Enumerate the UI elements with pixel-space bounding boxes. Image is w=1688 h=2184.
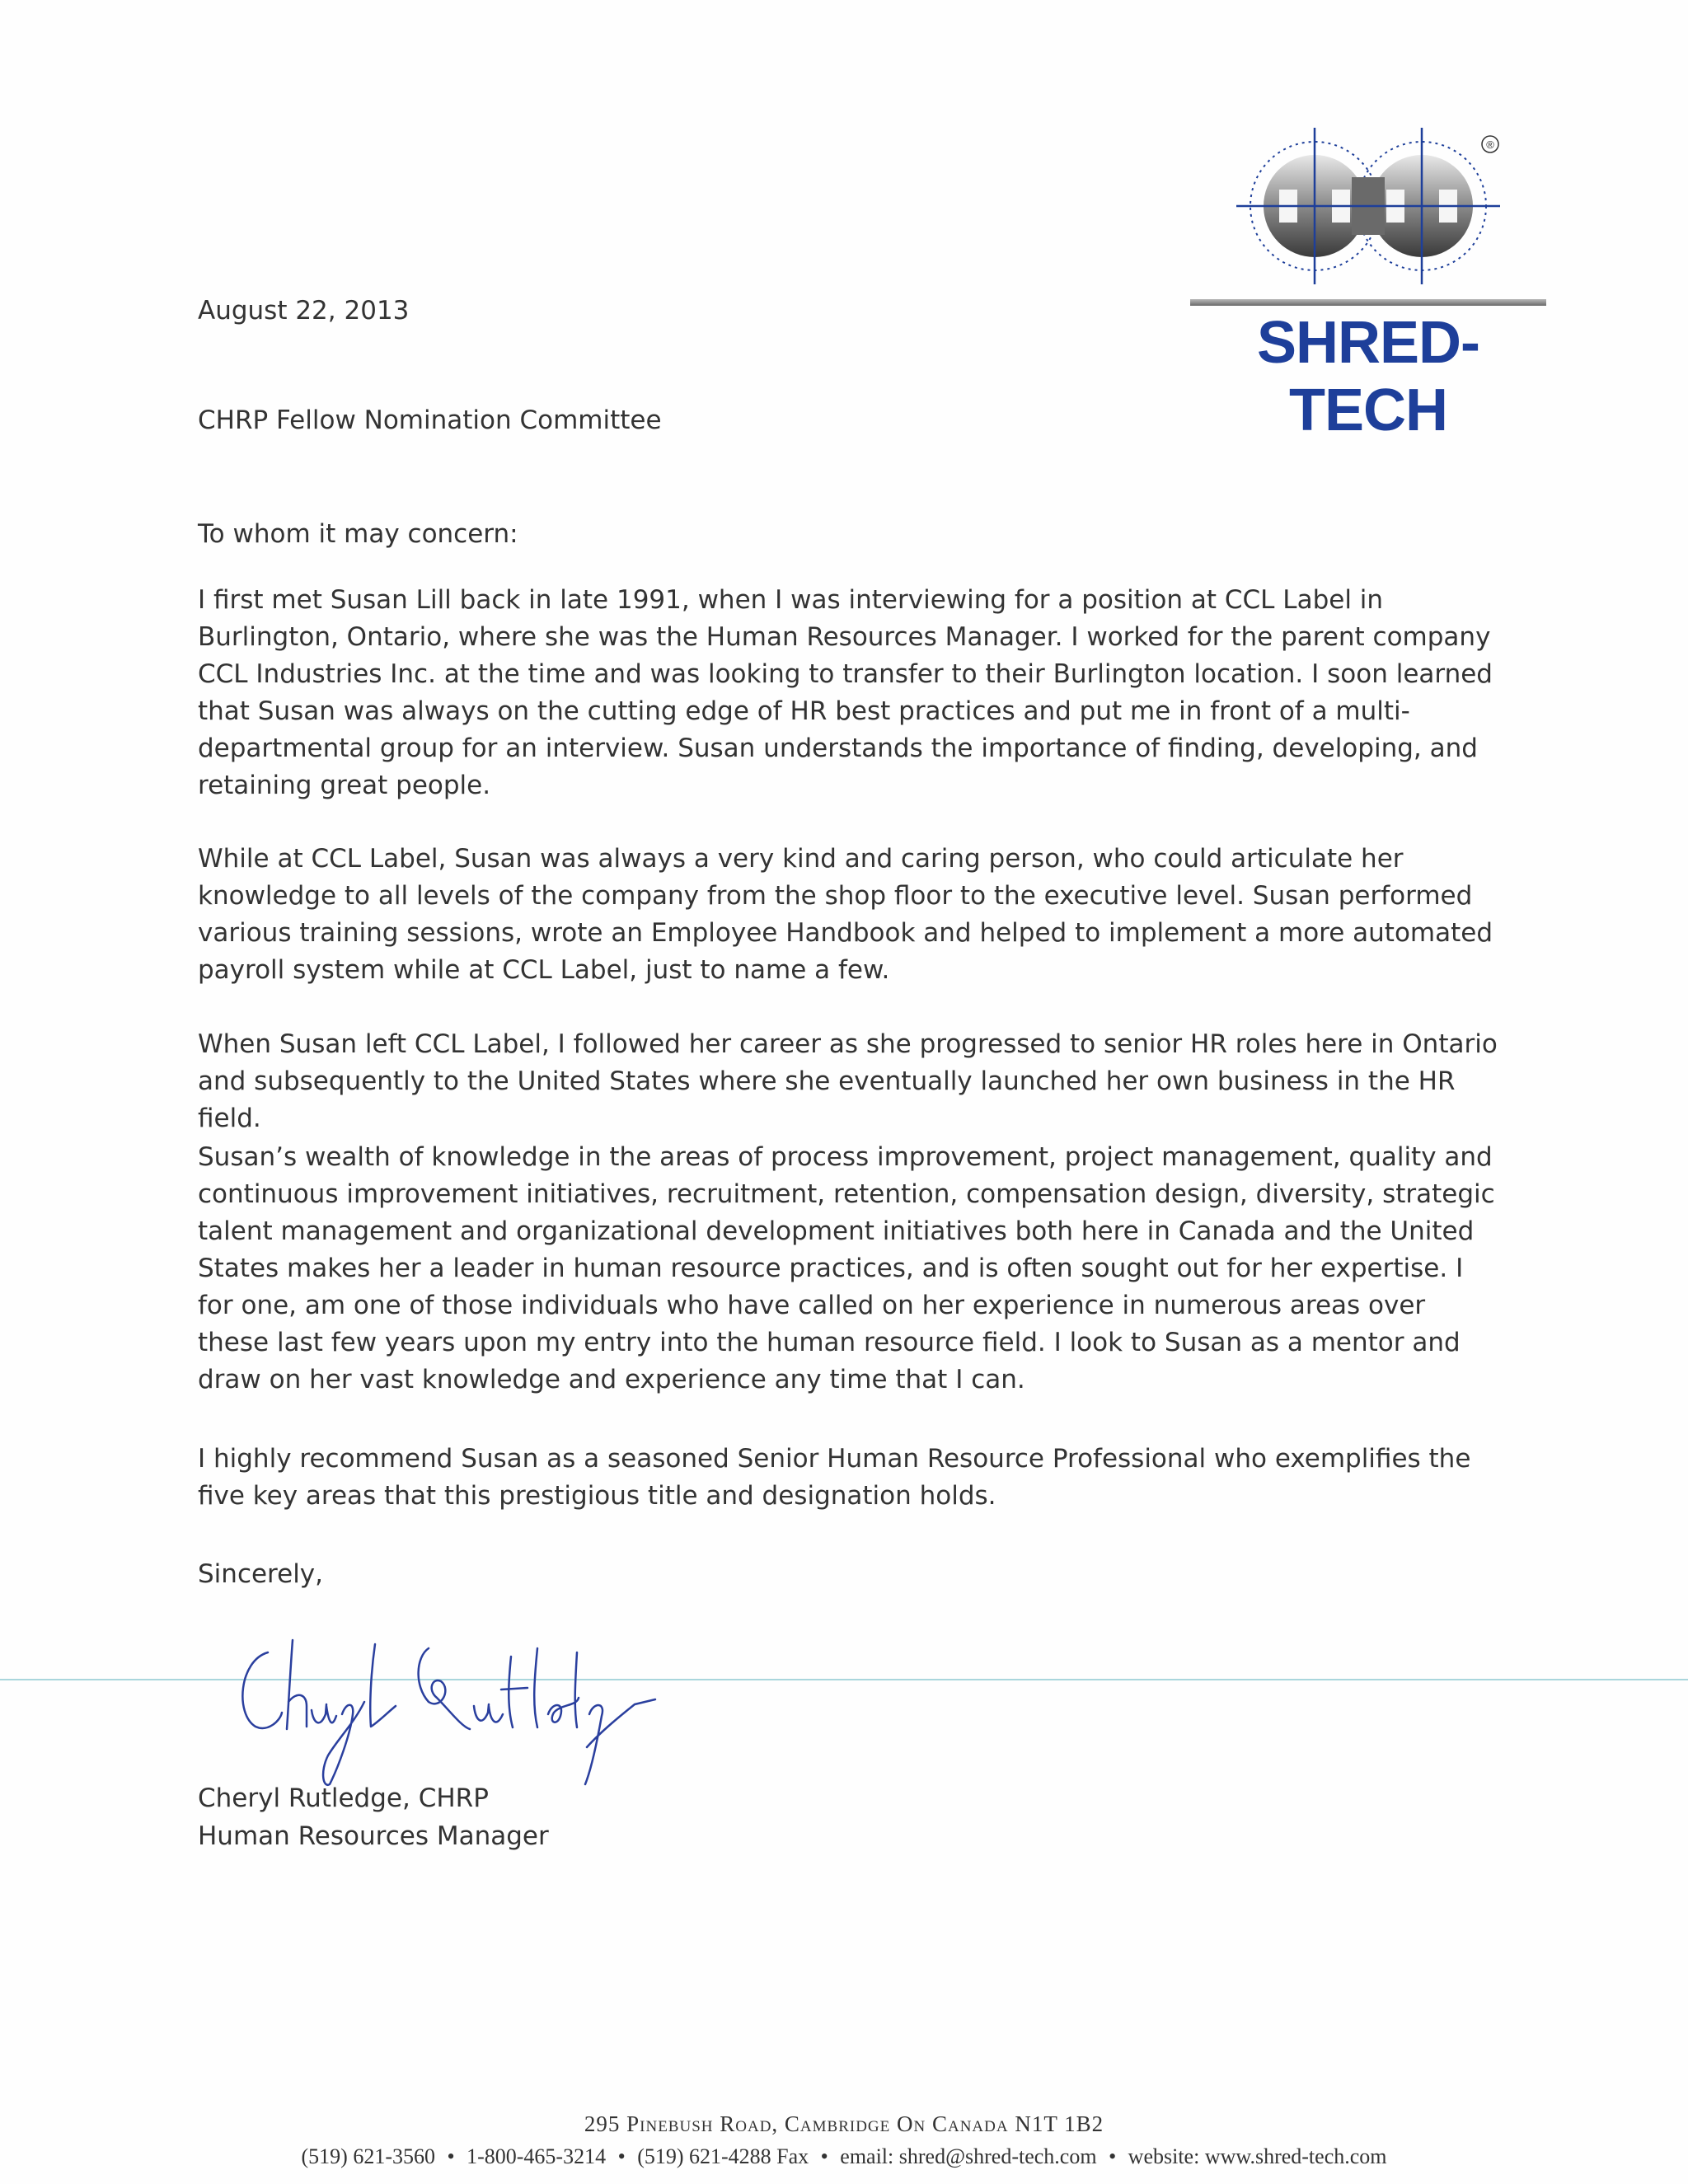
letter-date: August 22, 2013 — [198, 296, 410, 326]
paragraph: I first met Susan Lill back in late 1991, when I was interviewing for a position at CCL Label in Burlington, Ontario, where she was the Human Resources Manager. I worked for the parent company CCL Industries Inc. at the time and was looking to transfer to their Burlington location. I soon learned that Susan was always on the cutting edge of HR best practices and put me in front of a multi-departmental group for an interview. Susan understands the importance of finding, developing, and retaining great people. — [198, 585, 1493, 800]
bullet-separator: • — [447, 2144, 455, 2168]
signer-title: Human Resources Manager — [198, 1821, 549, 1851]
footer-address: 295 Pinebush Road, Cambridge On Canada N1T 1B2 — [584, 2111, 1104, 2136]
bullet-separator: • — [617, 2144, 626, 2168]
footer-fax: (519) 621-4288 Fax — [637, 2144, 809, 2168]
paragraph: Susan’s wealth of knowledge in the areas of process improvement, project management, quality and continuous improvement initiatives, recruitment, retention, compensation design, diversity, strategic talent management and organizational development initiatives both here in Canada and the United States makes her a leader in human resource practices, and is often sought out for her expertise. I for one, am one of those individuals who have called on her experience in numerous areas over these last few years upon my entry into the human resource field. I look to Susan as a mentor and draw on her vast knowledge and experience any time that I can. — [198, 1142, 1495, 1394]
brand-name: SHRED-TECH — [1256, 310, 1479, 443]
footer-email[interactable]: email: shred@shred-tech.com — [840, 2144, 1097, 2168]
footer-toll-free: 1-800-465-3214 — [467, 2144, 607, 2168]
logo-rule — [1190, 299, 1546, 306]
footer-website[interactable]: website: www.shred-tech.com — [1128, 2144, 1387, 2168]
paragraph: I highly recommend Susan as a seasoned Senior Human Resource Professional who exemplifies the five key areas that this prestigious title and designation holds. — [198, 1444, 1471, 1511]
company-logo — [1187, 111, 1550, 443]
bullet-separator: • — [820, 2144, 828, 2168]
handwritten-signature — [231, 1624, 692, 1788]
closing: Sincerely, — [198, 1559, 324, 1589]
paragraph: When Susan left CCL Label, I followed her career as she progressed to senior HR roles here in Ontario and subsequently to the United States where she eventually launched her own business in the HR field. — [198, 1029, 1498, 1133]
bullet-separator: • — [1109, 2144, 1117, 2168]
salutation: To whom it may concern: — [198, 519, 518, 549]
signer-name: Cheryl Rutledge, CHRP — [198, 1783, 489, 1813]
footer-contacts — [0, 2144, 1688, 2169]
footer-phone: (519) 621-3560 — [301, 2144, 435, 2168]
recipient: CHRP Fellow Nomination Committee — [198, 405, 662, 435]
registered-mark: ® — [1486, 138, 1494, 151]
shred-tech-emblem-icon — [1228, 111, 1508, 301]
paragraph: While at CCL Label, Susan was always a very kind and caring person, who could articulate her knowledge to all levels of the company from the shop floor to the executive level. Susan performed various training sessions, wrote an Employee Handbook and helped to implement a more automated payroll system while at CCL Label, just to name a few. — [198, 844, 1493, 985]
